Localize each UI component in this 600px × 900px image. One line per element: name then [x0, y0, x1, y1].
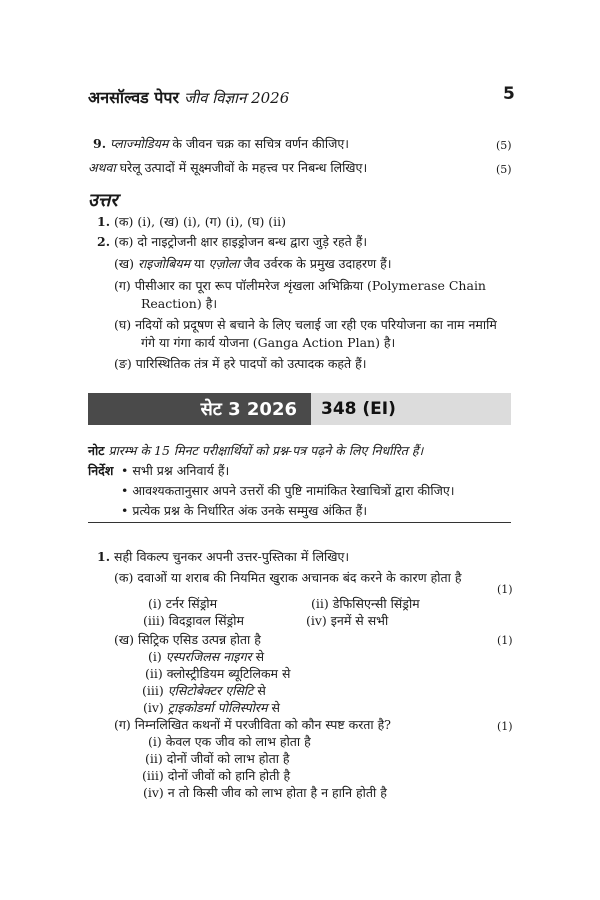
q1-kha: (ख) सिट्रिक एसिड उत्पन्न होता है	[114, 632, 261, 647]
instructions-list	[121, 463, 455, 519]
answer-text: जैव उर्वरक के प्रमुख उदाहरण हैं।	[239, 256, 392, 271]
option-text: से	[251, 649, 265, 664]
option: (iii) विदड्रावल सिंड्रोम	[143, 613, 244, 628]
answer-2-kha	[114, 256, 392, 272]
answer-line: Reaction) है।	[141, 296, 218, 311]
question-1	[97, 549, 349, 565]
option-text: से	[267, 700, 280, 715]
answer-line: गंगे या गंगा कार्य योजना (Ganga Action Plan) है।	[141, 335, 396, 350]
header-title-italic: जीव विज्ञान 2026	[184, 89, 290, 107]
option: (iii) दोनों जीवों को हानि होती है	[142, 768, 291, 783]
note-label: नोट	[88, 443, 105, 458]
answer-number: 2.	[97, 234, 111, 249]
answer-label: (ख)	[114, 256, 138, 271]
answer-2-ga	[114, 278, 486, 312]
answer-1	[97, 214, 286, 230]
italic-term: एज़ोला	[208, 256, 240, 271]
note-text: प्रारम्भ के 15 मिनट परीक्षार्थियों को प्रश्न-पत्र पढ़ने के लिए निर्धारित हैं।	[104, 443, 424, 458]
q1-ka-marks: (1)	[497, 583, 513, 596]
answer-1-text: (क) (i), (ख) (i), (ग) (i), (घ) (ii)	[114, 214, 287, 229]
option: (iv) इनमें से सभी	[306, 613, 389, 628]
q1-ka: (क) दवाओं या शराब की नियमित खुराक अचानक बंद करने के कारण होता है	[114, 570, 462, 585]
option-num: (i)	[148, 649, 166, 664]
italic-term: एसिटोबेक्टर एसिटि	[167, 683, 254, 698]
answer-2-nga: (ङ) पारिस्थितिक तंत्र में हरे पादपों को उत्पादक कहते हैं।	[114, 356, 367, 371]
answer-2-ka: (क) दो नाइट्रोजनी क्षार हाइड्रोजन बन्ध द्वारा जुड़े रहते हैं।	[114, 234, 368, 249]
instruction-item: • प्रत्येक प्रश्न के निर्धारित अंक उनके सम्मुख अंकित हैं।	[121, 503, 368, 518]
option	[143, 700, 280, 716]
or-label: अथवा	[88, 160, 116, 175]
paper-code-box	[311, 393, 511, 425]
option: (ii) डेफिसिएन्सी सिंड्रोम	[311, 596, 420, 611]
page-number: 5	[503, 84, 515, 104]
answer-2	[97, 234, 367, 250]
set-banner	[88, 393, 311, 425]
answer-number: 1.	[97, 214, 111, 229]
instructions-label: निर्देश	[88, 463, 114, 478]
answer-line: (ग) पीसीआर का पूरा रूप पॉलीमरेज शृंखला अभिक्रिया (Polymerase Chain	[114, 278, 486, 293]
running-header	[88, 86, 289, 108]
option: (ii) क्लोस्ट्रीडियम ब्यूटिलिकम से	[145, 666, 291, 681]
option	[148, 649, 264, 665]
q1-ga-marks: (1)	[497, 720, 513, 733]
option-num: (iv)	[143, 700, 168, 715]
header-title-bold: अनसॉल्वड पेपर	[88, 88, 180, 107]
q9-text: के जीवन चक्र का सचित्र वर्णन कीजिए।	[168, 136, 349, 151]
question-number: 9.	[93, 136, 107, 151]
answer-2-gha	[114, 317, 497, 351]
option-text: से	[253, 683, 266, 698]
answer-text: या	[190, 256, 209, 271]
q1-ga: (ग) निम्नलिखित कथनों में परजीविता को कौन स्पष्ट करता है?	[114, 717, 391, 732]
italic-term: राइजोबियम	[137, 256, 191, 271]
q1-kha-marks: (1)	[497, 634, 513, 647]
italic-term: ट्राइकोडर्मा पोलिस्पोरम	[167, 700, 268, 715]
paper-code: 348 (EI)	[321, 399, 396, 419]
question-number: 1.	[97, 549, 111, 564]
q9-italic-term: प्लाज्मोडियम	[110, 136, 169, 151]
option: (iv) न तो किसी जीव को लाभ होता है न हानि होती है	[143, 785, 387, 800]
instruction-item: • सभी प्रश्न अनिवार्य हैं।	[121, 463, 230, 478]
section-divider	[88, 522, 511, 523]
italic-term: एस्परजिलस नाइगर	[165, 649, 252, 664]
q9-marks: (5)	[496, 139, 512, 152]
question-1-text: सही विकल्प चुनकर अपनी उत्तर-पुस्तिका में लिखिए।	[114, 549, 350, 564]
option-num: (iii)	[142, 683, 168, 698]
answers-heading: उत्तर	[88, 190, 118, 211]
instruction-item: • आवश्यकतानुसार अपने उत्तरों की पुष्टि नामांकित रेखाचित्रों द्वारा कीजिए।	[121, 483, 455, 498]
option: (i) केवल एक जीव को लाभ होता है	[148, 734, 311, 749]
option: (ii) दोनों जीवों को लाभ होता है	[145, 751, 290, 766]
or-marks: (5)	[496, 163, 512, 176]
answer-line: (घ) नदियों को प्रदूषण से बचाने के लिए चलाई जा रही एक परियोजना का नाम नमामि	[114, 317, 497, 332]
note	[88, 443, 423, 459]
option: (i) टर्नर सिंड्रोम	[148, 596, 218, 611]
option	[142, 683, 266, 699]
question-9	[93, 136, 349, 152]
or-text: घरेलू उत्पादों में सूक्ष्मजीवों के महत्त्व पर निबन्ध लिखिए।	[115, 160, 368, 175]
set-label: सेट 3 2026	[200, 399, 297, 420]
question-or	[88, 160, 367, 176]
